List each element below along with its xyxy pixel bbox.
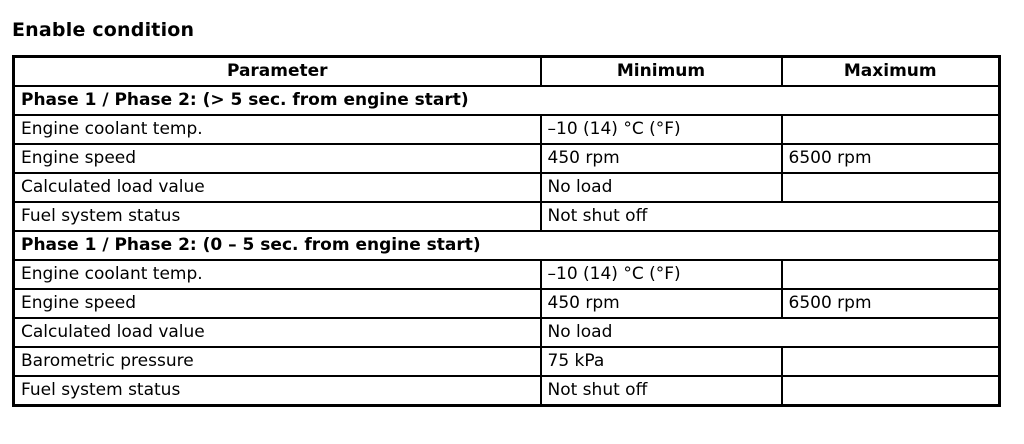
column-header-parameter: Parameter [14,57,541,87]
table-row [14,347,1000,376]
section-heading: Enable condition [12,19,195,41]
minimum-cell: 450 rpm [541,289,782,318]
minimum-cell: No load [541,173,782,202]
table-row [14,260,1000,289]
minimum-cell: Not shut off [541,376,782,406]
phase-row [14,231,1000,260]
maximum-cell: 6500 rpm [782,289,1000,318]
table-row [14,318,1000,347]
parameter-cell: Fuel system status [14,202,541,231]
maximum-cell: 6500 rpm [782,144,1000,173]
minimum-cell: 450 rpm [541,144,782,173]
minimum-cell: No load [541,318,1000,347]
parameter-cell: Engine coolant temp. [14,260,541,289]
parameter-cell: Engine speed [14,289,541,318]
maximum-cell [782,115,1000,144]
phase-label: Phase 1 / Phase 2: (0 – 5 sec. from engine start) [14,231,1000,260]
phase-row [14,86,1000,115]
column-header-minimum: Minimum [541,57,782,87]
phase-label: Phase 1 / Phase 2: (> 5 sec. from engine start) [14,86,1000,115]
enable-condition-table [12,55,1001,407]
parameter-cell: Calculated load value [14,318,541,347]
table-row [14,144,1000,173]
table-row [14,202,1000,231]
parameter-cell: Engine speed [14,144,541,173]
maximum-cell [782,376,1000,406]
table-row [14,173,1000,202]
column-header-maximum: Maximum [782,57,1000,87]
header-row [14,57,1000,87]
table-row [14,115,1000,144]
table-row [14,289,1000,318]
parameter-cell: Barometric pressure [14,347,541,376]
parameter-cell: Fuel system status [14,376,541,406]
minimum-cell: –10 (14) °C (°F) [541,260,782,289]
minimum-cell: –10 (14) °C (°F) [541,115,782,144]
maximum-cell [782,260,1000,289]
maximum-cell [782,173,1000,202]
table-row [14,376,1000,406]
parameter-cell: Engine coolant temp. [14,115,541,144]
minimum-cell: 75 kPa [541,347,782,376]
minimum-cell: Not shut off [541,202,1000,231]
parameter-cell: Calculated load value [14,173,541,202]
maximum-cell [782,347,1000,376]
